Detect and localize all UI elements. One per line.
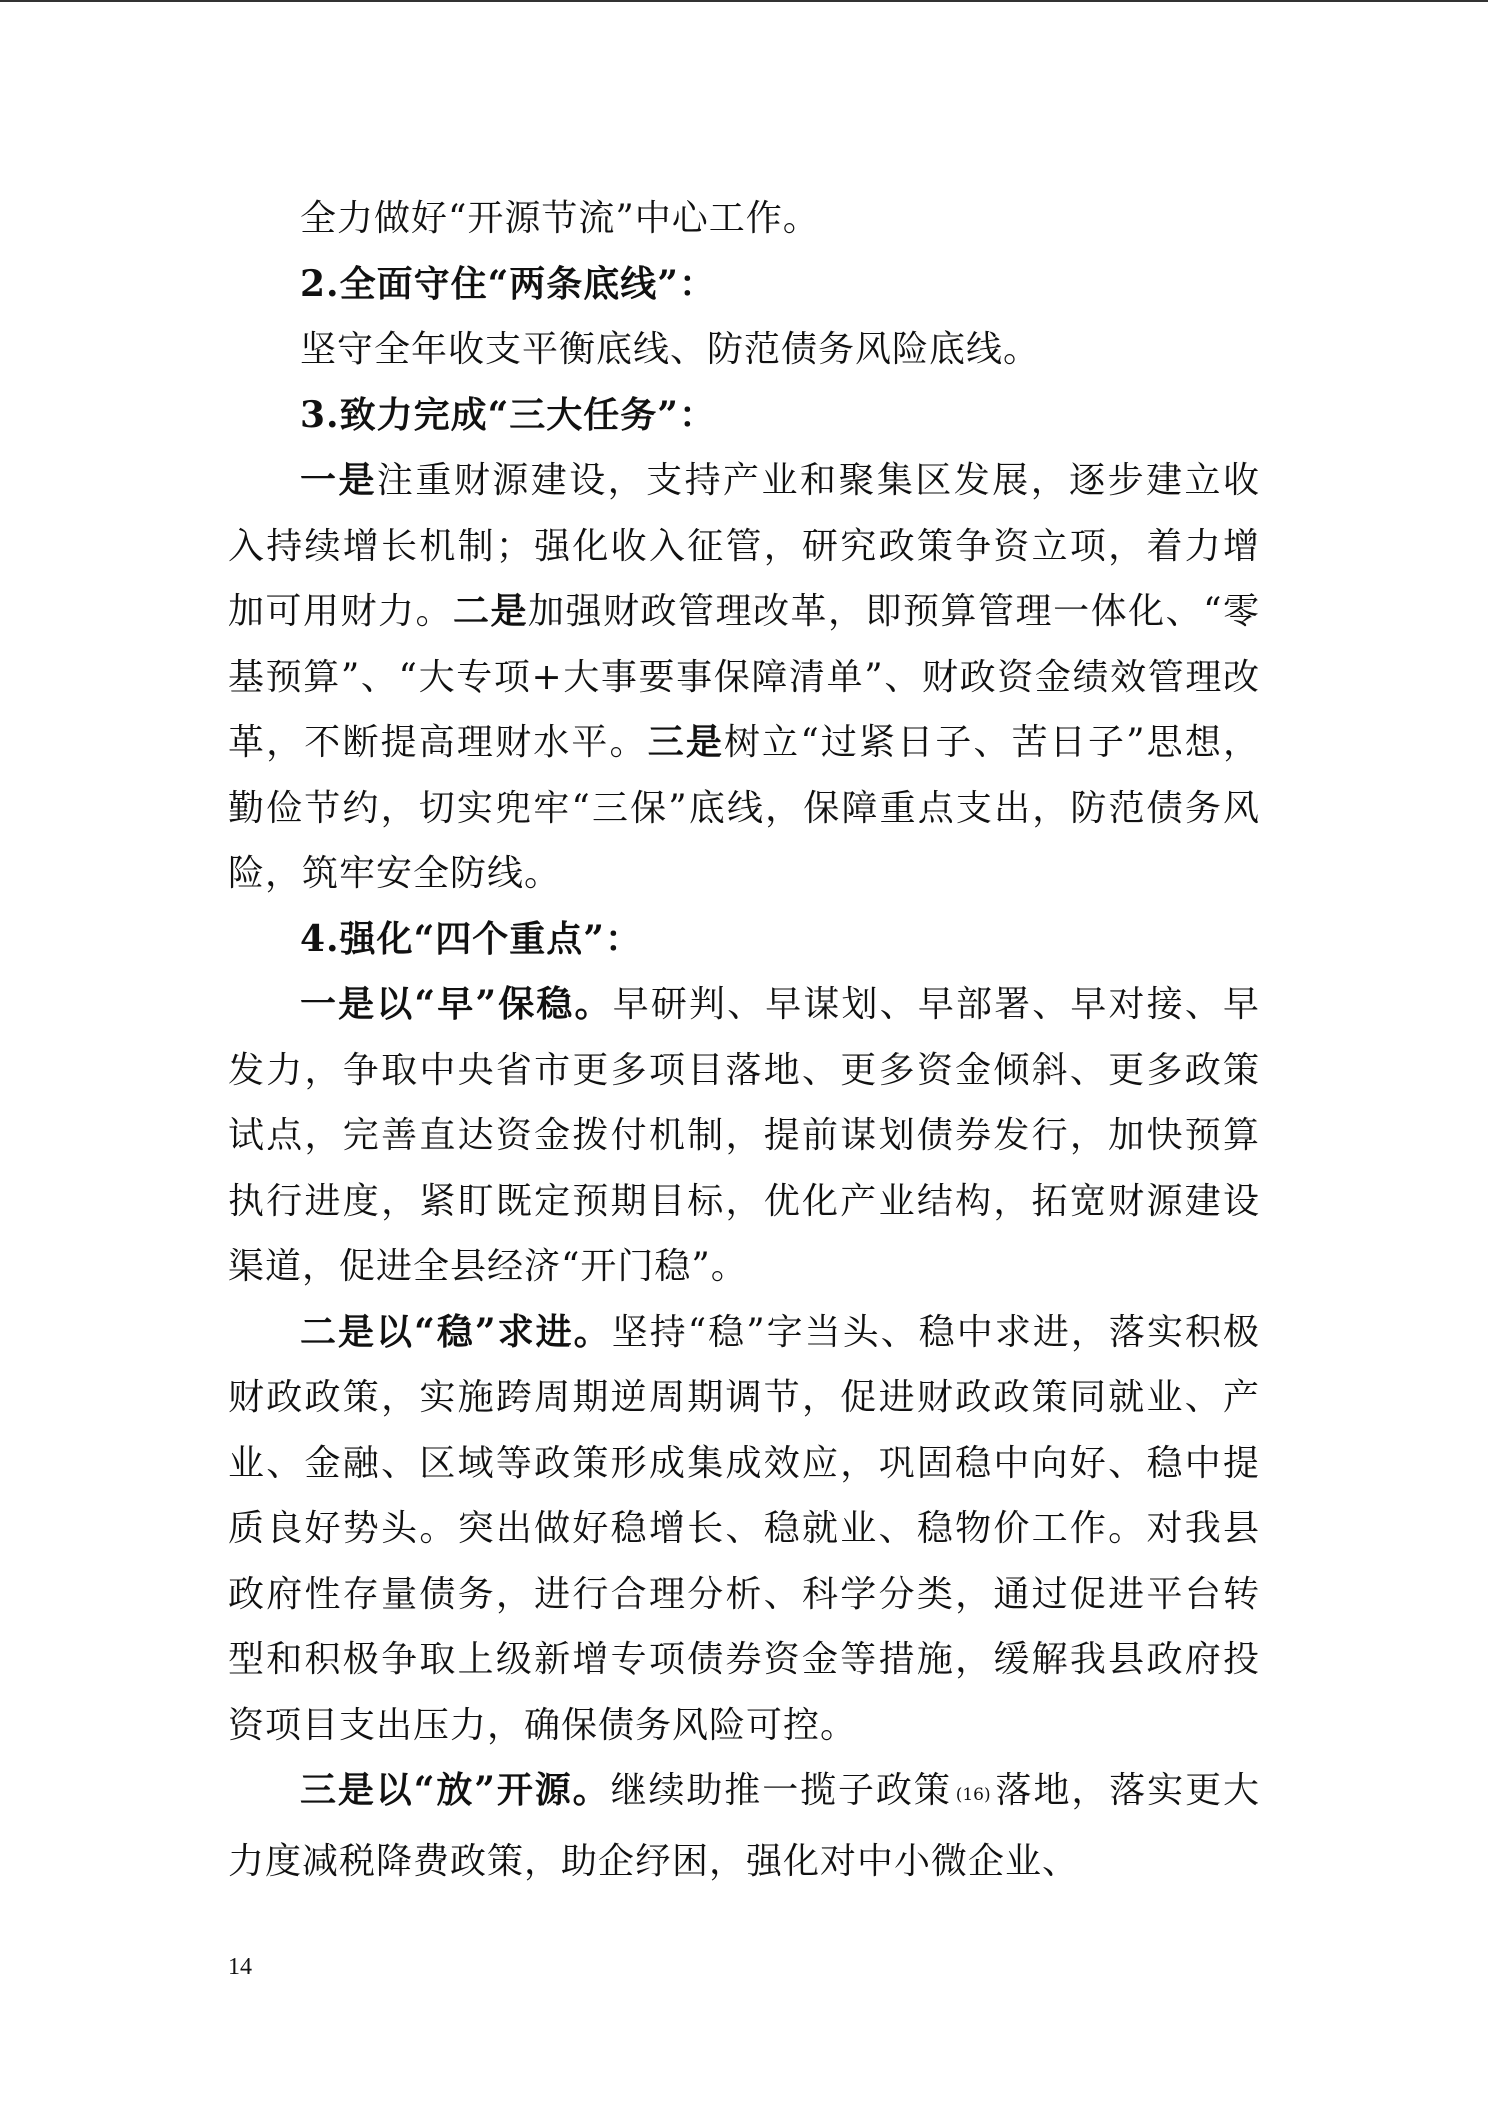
bold-lead-second: 二是 — [453, 590, 529, 632]
document-body — [228, 186, 1260, 1894]
paragraph-text: 早研判、早谋划、早部署、早对接、早发力，争取中央省市更多项目落地、更多资金倾斜、更多政策试点，完善直达资金拨付机制，提前谋划债券发行，加快预算执行进度，紧盯既定预期目标，优化产业结构，拓宽财源建设渠道，促进全县经济“开门稳”。 — [228, 984, 1260, 1287]
bold-lead-steady: 二是以“稳”求进。 — [300, 1310, 612, 1353]
paragraph-bottom-lines — [228, 317, 1260, 383]
paragraph-steady-progress — [228, 1300, 1260, 1759]
footnote-marker: (16) — [955, 1785, 991, 1805]
section-heading-four-focuses: 4.强化“四个重点”： — [300, 917, 642, 960]
bold-lead-release: 三是以“放”开源。 — [300, 1769, 611, 1811]
paragraph-text: 加强财政管理改革，即预算管理一体化、“零基预算”、“大专项+大事要事保障清单”、财政资金绩效管理改革，不断提高理财水平。 — [228, 591, 1260, 763]
paragraph-text: 全力做好“开源节流”中心工作。 — [300, 198, 820, 239]
paragraph-text: 坚守全年收支平衡底线、防范债务风险底线。 — [300, 329, 1041, 370]
page-number: 14 — [228, 1954, 252, 1980]
paragraph-early-stability — [228, 972, 1260, 1300]
page-top-border — [0, 0, 1488, 2]
bold-lead-third: 三是 — [647, 721, 725, 763]
section-heading-two-bottom-lines: 2.全面守住“两条底线”： — [300, 262, 716, 305]
section-heading-three-tasks: 3.致力完成“三大任务”： — [300, 393, 716, 436]
bold-lead-early: 一是以“早”保稳。 — [300, 983, 613, 1025]
paragraph-text: 树立“过紧日子、苦日子”思想，勤俭节约，切实兜牢“三保”底线，保障重点支出，防范债务风险，筑牢安全防线。 — [228, 722, 1260, 894]
paragraph-continuation — [228, 186, 1260, 252]
bold-lead-first: 一是 — [300, 459, 377, 501]
paragraph-text: 坚持“稳”字当头、稳中求进，落实积极财政政策，实施跨周期逆周期调节，促进财政政策同就业、产业、金融、区域等政策形成集成效应，巩固稳中向好、稳中提质良好势头。突出做好稳增长、稳就业、稳物价工作。对我县政府性存量债务，进行合理分析、科学分类，通过促进平台转型和积极争取上级新增专项债券资金等措施，缓解我县政府投资项目支出压力，确保债务风险可控。 — [228, 1311, 1260, 1746]
paragraph-three-tasks — [228, 448, 1260, 907]
paragraph-text: 落地，落实更大力度减税降费政策，助企纾困，强化对中小微企业、 — [228, 1770, 1260, 1882]
paragraph-open-source — [228, 1758, 1260, 1894]
paragraph-text: 继续助推一揽子政策 — [610, 1770, 952, 1811]
paragraph-text: 注重财源建设，支持产业和聚集区发展，逐步建立收入持续增长机制；强化收入征管，研究政策争资立项，着力增加可用财力。 — [228, 460, 1260, 632]
